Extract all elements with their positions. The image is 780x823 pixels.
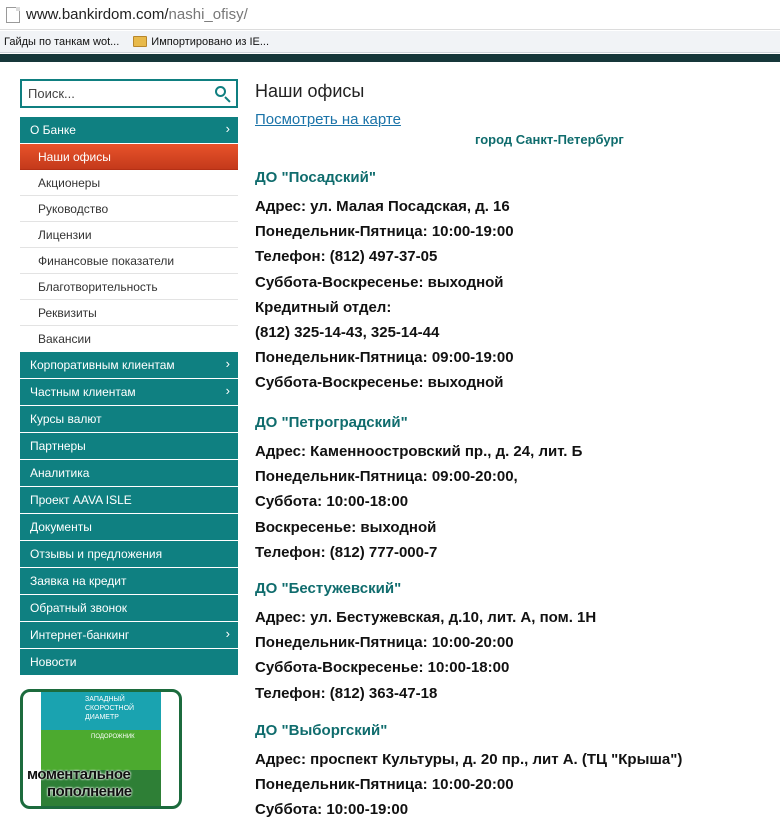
- promo-banner[interactable]: [20, 689, 182, 809]
- submenu-item-label: Вакансии: [38, 332, 91, 346]
- site-top-band: [0, 54, 780, 62]
- side-menu: [20, 117, 238, 675]
- submenu-item-shareholders[interactable]: [20, 170, 238, 196]
- submenu-item-label: Финансовые показатели: [38, 253, 175, 268]
- office-line: Суббота-Воскресенье: выходной: [255, 273, 504, 291]
- office-line: Кредитный отдел:: [255, 298, 392, 316]
- menu-item-about[interactable]: [20, 117, 238, 143]
- menu-item-callback[interactable]: [20, 595, 238, 621]
- office-line: Суббота-Воскресенье: выходной: [255, 374, 504, 392]
- office-line: Понедельник-Пятница: 10:00-19:00: [255, 223, 514, 241]
- menu-item-corporate[interactable]: [20, 352, 238, 378]
- office-line: Телефон: (812) 497-37-05: [255, 248, 438, 266]
- submenu-item-financials[interactable]: [20, 248, 238, 274]
- search-icon[interactable]: [214, 85, 232, 103]
- office-line: Адрес: ул. Бестужевская, д.10, лит. А, пом. 1Н: [255, 609, 597, 626]
- search-input[interactable]: [28, 86, 208, 101]
- menu-item-feedback[interactable]: [20, 541, 238, 567]
- banner-card-strip: [41, 730, 161, 770]
- menu-item-label: Обратный звонок: [30, 601, 128, 615]
- menu-item-partners[interactable]: [20, 433, 238, 459]
- url-text[interactable]: [26, 6, 248, 23]
- url-path: nashi_ofisy/: [168, 6, 248, 23]
- menu-item-label: Партнеры: [30, 439, 86, 453]
- office-line: Адрес: проспект Культуры, д. 20 пр., лит А. (ТЦ "Крыша"): [255, 751, 683, 768]
- submenu-item-vacancies[interactable]: [20, 326, 238, 352]
- banner-title-line2: пополнение: [47, 783, 132, 800]
- bookmarks-bar: [0, 31, 780, 53]
- submenu-item-charity[interactable]: [20, 274, 238, 300]
- office-block: [255, 722, 775, 823]
- office-name: ДО "Посадский": [255, 169, 376, 186]
- menu-item-label: Документы: [30, 520, 92, 534]
- menu-item-rates[interactable]: [20, 406, 238, 432]
- folder-icon: [133, 36, 147, 47]
- office-line: Адрес: ул. Малая Посадская, д. 16: [255, 198, 510, 215]
- office-line: Телефон: (812) 777-000-7: [255, 543, 438, 561]
- office-line: Адрес: Каменноостровский пр., д. 24, лит. Б: [255, 443, 583, 460]
- menu-item-private[interactable]: [20, 379, 238, 405]
- office-line: Понедельник-Пятница: 09:00-19:00: [255, 349, 514, 367]
- office-block: [255, 169, 775, 396]
- menu-item-label: Интернет-банкинг: [30, 628, 130, 642]
- menu-item-documents[interactable]: [20, 514, 238, 540]
- office-line: Понедельник-Пятница: 09:00-20:00,: [255, 468, 518, 486]
- menu-item-label: Корпоративным клиентам: [30, 358, 175, 372]
- submenu-item-management[interactable]: [20, 196, 238, 222]
- office-line: (812) 325-14-43, 325-14-44: [255, 323, 440, 341]
- menu-item-label: О Банке: [30, 123, 76, 137]
- main-content: [255, 81, 775, 147]
- banner-title: [27, 766, 132, 800]
- office-line: Понедельник-Пятница: 10:00-20:00: [255, 776, 514, 794]
- submenu-item-label: Благотворительность: [38, 279, 158, 294]
- menu-item-credit-request[interactable]: [20, 568, 238, 594]
- banner-card-text: ПОДОРОЖНИК: [91, 734, 135, 740]
- bookmark-item[interactable]: [4, 36, 119, 48]
- menu-item-news[interactable]: [20, 649, 238, 675]
- city-heading: город Санкт-Петербург: [475, 132, 624, 147]
- office-line: Суббота-Воскресенье: 10:00-18:00: [255, 659, 510, 677]
- submenu-item-label: Акционеры: [38, 175, 101, 190]
- bookmark-label: Импортировано из IE...: [151, 35, 270, 48]
- submenu-item-licenses[interactable]: [20, 222, 238, 248]
- banner-title-line1: моментальное: [27, 766, 131, 783]
- submenu-item-label: Наши офисы: [38, 149, 111, 164]
- submenu-item-label: Лицензии: [38, 227, 92, 242]
- office-name: ДО "Выборгский": [255, 722, 388, 739]
- chevron-right-icon: ›: [225, 121, 230, 136]
- chevron-right-icon: ›: [225, 626, 230, 641]
- banner-top-text: ЗАПАДНЫЙ СКОРОСТНОЙ ДИАМЕТР: [85, 696, 135, 721]
- menu-item-label: Частным клиентам: [30, 385, 136, 399]
- office-block: [255, 414, 775, 565]
- submenu-item-label: Реквизиты: [38, 305, 97, 320]
- chevron-right-icon: ›: [225, 356, 230, 371]
- sidebar: [20, 79, 238, 676]
- address-bar[interactable]: [0, 0, 780, 30]
- bookmark-label: Гайды по танкам wot...: [4, 35, 120, 48]
- office-line: Воскресенье: выходной: [255, 518, 437, 536]
- page-icon: [6, 7, 20, 23]
- submenu-item-label: Руководство: [38, 201, 109, 216]
- chevron-right-icon: ›: [225, 383, 230, 398]
- view-on-map-link[interactable]: Посмотреть на карте: [255, 111, 401, 128]
- menu-item-label: Отзывы и предложения: [30, 547, 163, 561]
- office-line: Понедельник-Пятница: 10:00-20:00: [255, 634, 514, 652]
- office-line: Телефон: (812) 363-47-18: [255, 684, 438, 702]
- office-name: ДО "Петроградский": [255, 414, 408, 431]
- menu-item-analytics[interactable]: [20, 460, 238, 486]
- menu-item-label: Заявка на кредит: [30, 574, 127, 588]
- menu-item-ibank[interactable]: [20, 622, 238, 648]
- submenu-item-requisites[interactable]: [20, 300, 238, 326]
- bookmark-folder[interactable]: [133, 36, 269, 48]
- url-domain: www.bankirdom.com/: [26, 6, 169, 23]
- menu-item-label: Курсы валют: [30, 412, 102, 426]
- banner-wsd-strip: [41, 692, 161, 730]
- page-title: Наши офисы: [255, 81, 365, 101]
- office-line: Суббота: 10:00-18:00: [255, 493, 409, 511]
- office-block: [255, 580, 775, 706]
- office-line: Суббота: 10:00-19:00: [255, 801, 409, 819]
- menu-item-aava[interactable]: [20, 487, 238, 513]
- submenu-item-offices[interactable]: [20, 144, 238, 170]
- menu-item-label: Новости: [30, 655, 77, 669]
- menu-item-label: Аналитика: [30, 466, 90, 480]
- search-box: [20, 79, 238, 108]
- office-name: ДО "Бестужевский": [255, 580, 402, 597]
- menu-item-label: Проект AAVA ISLE: [30, 493, 132, 507]
